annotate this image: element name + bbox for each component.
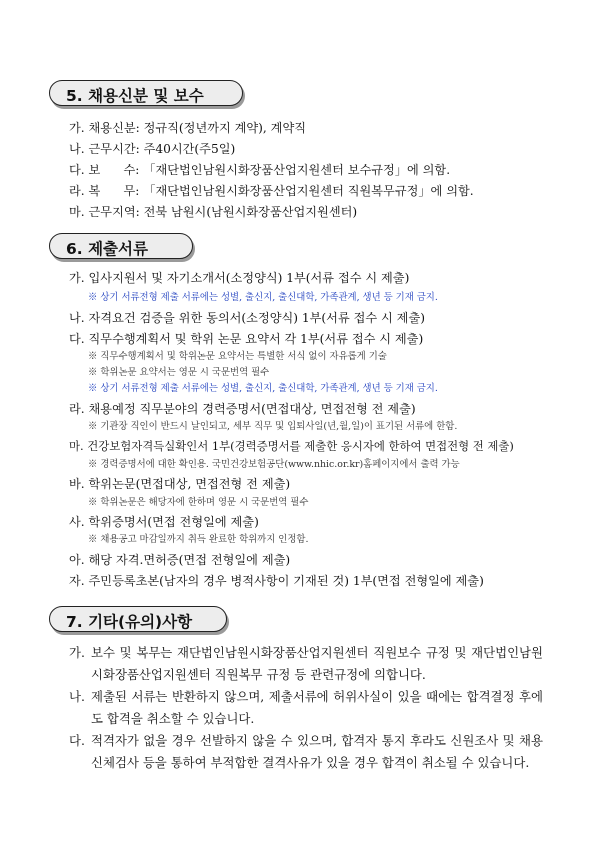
section-7-item-documents <box>69 686 549 730</box>
section-7-item-regulations <box>69 642 549 686</box>
section-5-item-salary: 다. 보 수: 「재단법인남원시화장품산업지원센터 보수규정」에 의함. <box>69 163 451 177</box>
section-7-item-label: 가. <box>69 645 85 660</box>
section-6-note-degree: ※ 채용공고 마감일까지 취득 완료한 학위까지 인정함. <box>88 534 309 545</box>
section-7-item-text: 보수 및 복무는 재단법인남원시화장품산업지원센터 직원보수 규정 및 재단법인남원시화장품산업지원센터 직원복무 규정 등 관련규정에 의합니다. <box>91 645 543 682</box>
section-5-item-working-hours: 나. 근무시간: 주40시간(주5일) <box>69 142 236 156</box>
section-6-item-thesis: 바. 학위논문(면접대상, 면접전형 전 제출) <box>69 477 291 491</box>
section-7-item-disqualification <box>69 730 549 796</box>
section-6-item-work-plan: 다. 직무수행계획서 및 학위 논문 요약서 각 1부(서류 접수 시 제출) <box>69 332 424 346</box>
section-6-heading <box>49 233 193 259</box>
section-6-note-health-insurance: ※ 경력증명서에 대한 확인용. 국민건강보험공단(www.nhic.or.kr)홈페이지에서 출력 가능 <box>88 459 460 470</box>
section-7-heading <box>49 606 227 632</box>
section-5-title: 5. 채용신분 및 보수 <box>66 87 204 105</box>
section-6-note-prohibited-info: ※ 상기 서류전형 제출 서류에는 성별, 출신지, 출신대학, 가족관계, 생년 등 기재 금지. <box>88 292 438 303</box>
section-5-item-work-location: 마. 근무지역: 전북 남원시(남원시화장품산업지원센터) <box>69 205 358 219</box>
section-6-item-consent-form: 나. 자격요건 검증을 위한 동의서(소정양식) 1부(서류 접수 시 제출) <box>69 311 425 325</box>
section-7-item-text: 적격자가 없을 경우 선발하지 않을 수 있으며, 합격자 통지 후라도 신원조사 및 채용신체검사 등을 통하여 부적합한 결격사유가 있을 경우 합격이 취소될 수 있습니다. <box>91 733 543 770</box>
section-6-note-prohibited-info-2: ※ 상기 서류전형 제출 서류에는 성별, 출신지, 출신대학, 가족관계, 생년 등 기재 금지. <box>88 383 438 394</box>
section-6-note-career-seal: ※ 기관장 직인이 반드시 날인되고, 세부 직무 및 입퇴사일(년,월,일)이 표기된 서류에 한함. <box>88 421 458 432</box>
section-5-heading <box>49 80 243 106</box>
section-6-item-license: 아. 해당 자격.면허증(면접 전형일에 제출) <box>69 553 291 567</box>
section-5-item-employment-status: 가. 채용신분: 정규직(정년까지 계약), 계약직 <box>69 121 307 135</box>
section-6-note-translation: ※ 학위논문 요약서는 영문 시 국문번역 필수 <box>88 367 270 378</box>
section-6-note-thesis: ※ 학위논문은 해당자에 한하며 영문 시 국문번역 필수 <box>88 497 309 508</box>
section-6-item-health-insurance: 마. 건강보험자격득실확인서 1부(경력증명서를 제출한 응시자에 한하여 면접전형 전 제출) <box>69 439 514 453</box>
section-5-item-service: 라. 복 무: 「재단법인남원시화장품산업지원센터 직원복무규정」에 의함. <box>69 184 474 198</box>
section-7-item-label: 다. <box>69 733 85 748</box>
section-6-item-application-form: 가. 입사지원서 및 자기소개서(소정양식) 1부(서류 접수 시 제출) <box>69 271 410 285</box>
section-7-item-label: 나. <box>69 689 85 704</box>
section-7-item-text: 제출된 서류는 반환하지 않으며, 제출서류에 허위사실이 있을 때에는 합격결정 후에도 합격을 취소할 수 있습니다. <box>91 689 543 726</box>
section-6-item-career-certificate: 라. 채용예정 직무분야의 경력증명서(면접대상, 면접전형 전 제출) <box>69 402 416 416</box>
section-6-note-work-plan-format: ※ 직무수행계획서 및 학위논문 요약서는 특별한 서식 없이 자유롭게 기술 <box>88 351 387 362</box>
section-6-item-degree-certificate: 사. 학위증명서(면접 전형일에 제출) <box>69 515 259 529</box>
section-7-title: 7. 기타(유의)사항 <box>66 613 193 631</box>
section-6-item-resident-registration: 자. 주민등록초본(남자의 경우 병적사항이 기재된 것) 1부(면접 전형일에 제출) <box>69 574 484 588</box>
section-6-title: 6. 제출서류 <box>66 240 148 258</box>
